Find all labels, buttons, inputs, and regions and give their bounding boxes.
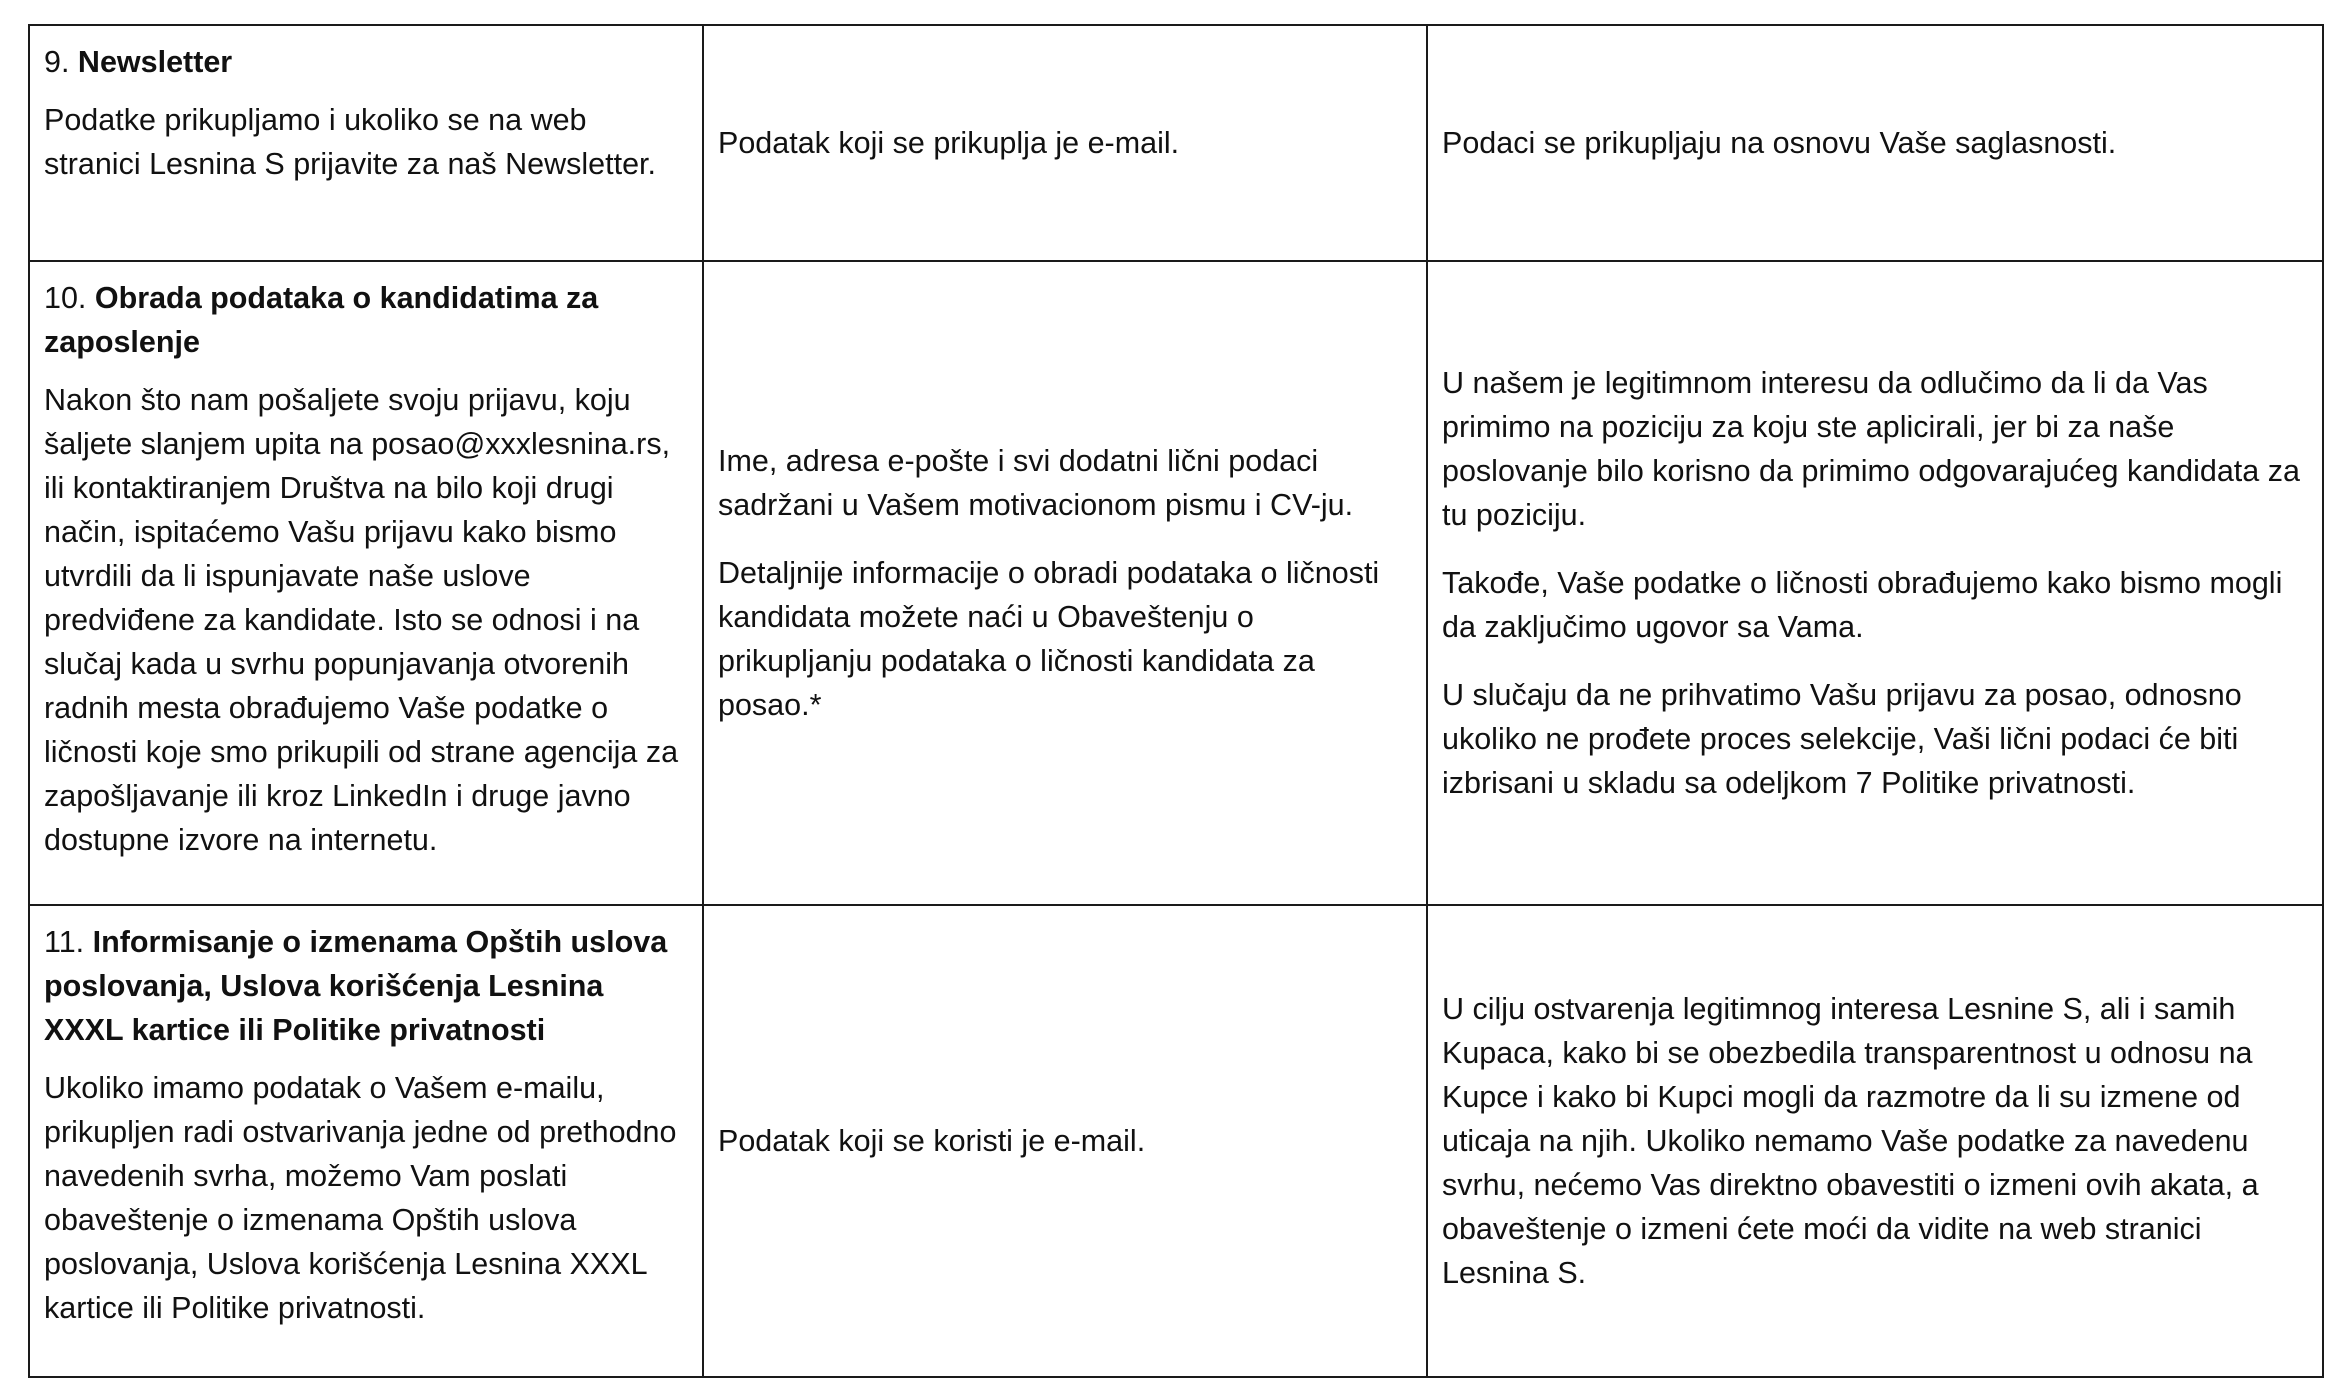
row-heading: [44, 40, 684, 84]
row-title: Informisanje o izmenama Opštih uslova poslovanja, Uslova korišćenja Lesnina XXXL kartice ili Politike privatnosti: [44, 925, 668, 1047]
row-number: 11.: [44, 925, 93, 959]
data-collected-text: Podatak koji se koristi je e-mail.: [718, 1124, 1146, 1158]
legal-basis-cell: [1427, 261, 2323, 905]
data-collected-text: Ime, adresa e-pošte i svi dodatni lični podaci sadržani u Vašem motivacionom pismu i CV-ju.: [718, 444, 1354, 522]
legal-basis-text: U našem je legitimnom interesu da odlučimo da li da Vas primimo na poziciju za koju ste aplicirali, jer bi za naše poslovanje bilo korisno da primimo odgovarajućeg kandidata za tu poziciju.: [1442, 366, 2300, 532]
data-collected-text: Podatak koji se prikuplja je e-mail.: [718, 126, 1180, 160]
row-heading: [44, 920, 684, 1052]
data-collected-cell: [703, 905, 1427, 1377]
table-row-job-candidates: [29, 261, 2323, 905]
row-heading: [44, 276, 684, 364]
table-row-newsletter: [29, 25, 2323, 261]
privacy-policy-table: [28, 24, 2324, 1378]
row-number: 10.: [44, 281, 95, 315]
legal-basis-text: Takođe, Vaše podatke o ličnosti obrađujemo kako bismo mogli da zaključimo ugovor sa Vama.: [1442, 566, 2283, 644]
row-number: 9.: [44, 45, 78, 79]
legal-basis-text: Podaci se prikupljaju na osnovu Vaše saglasnosti.: [1442, 126, 2117, 160]
legal-basis-cell: [1427, 905, 2323, 1377]
purpose-description: Ukoliko imamo podatak o Vašem e-mailu, prikupljen radi ostvarivanja jedne od prethodno navedenih svrha, možemo Vam poslati obaveštenje o izmenama Opštih uslova poslovanja, Uslova korišćenja Lesnina XXXL kartice ili Politike privatnosti.: [44, 1071, 677, 1325]
legal-basis-text: U slučaju da ne prihvatimo Vašu prijavu za posao, odnosno ukoliko ne prođete proces selekcije, Vaši lični podaci će biti izbrisani u skladu sa odeljkom 7 Politike privatnosti.: [1442, 678, 2242, 800]
row-title: Obrada podataka o kandidatima za zaposlenje: [44, 281, 599, 359]
data-collected-note: Detaljnije informacije o obradi podataka o ličnosti kandidata možete naći u Obaveštenju o prikupljanju podataka o ličnosti kandidata za posao.*: [718, 556, 1380, 722]
purpose-cell: [29, 25, 703, 261]
data-collected-cell: [703, 261, 1427, 905]
purpose-cell: [29, 905, 703, 1377]
data-collected-cell: [703, 25, 1427, 261]
purpose-cell: [29, 261, 703, 905]
row-title: Newsletter: [77, 45, 233, 79]
legal-basis-text: U cilju ostvarenja legitimnog interesa Lesnine S, ali i samih Kupaca, kako bi se obezbedila transparentnost u odnosu na Kupce i kako bi Kupci mogli da razmotre da li su izmene od uticaja na njih. Ukoliko nemamo Vaše podatke za navedenu svrhu, nećemo Vas direktno obavestiti o izmeni ovih akata, a obaveštenje o izmeni ćete moći da vidite na web stranici Lesnina S.: [1442, 992, 2259, 1290]
purpose-description: Podatke prikupljamo i ukoliko se na web stranici Lesnina S prijavite za naš Newsletter.: [44, 103, 656, 181]
table-row-policy-changes: [29, 905, 2323, 1377]
legal-basis-cell: [1427, 25, 2323, 261]
purpose-description: Nakon što nam pošaljete svoju prijavu, koju šaljete slanjem upita na posao@xxxlesnina.rs, ili kontaktiranjem Društva na bilo koji drugi način, ispitaćemo Vašu prijavu kako bismo utvrdili da li ispunjavate naše uslove predviđene za kandidate. Isto se odnosi i na slučaj kada u svrhu popunjavanja otvorenih radnih mesta obrađujemo Vaše podatke o ličnosti koje smo prikupili od strane agencija za zapošljavanje ili kroz LinkedIn i druge javno dostupne izvore na internetu.: [44, 383, 679, 857]
